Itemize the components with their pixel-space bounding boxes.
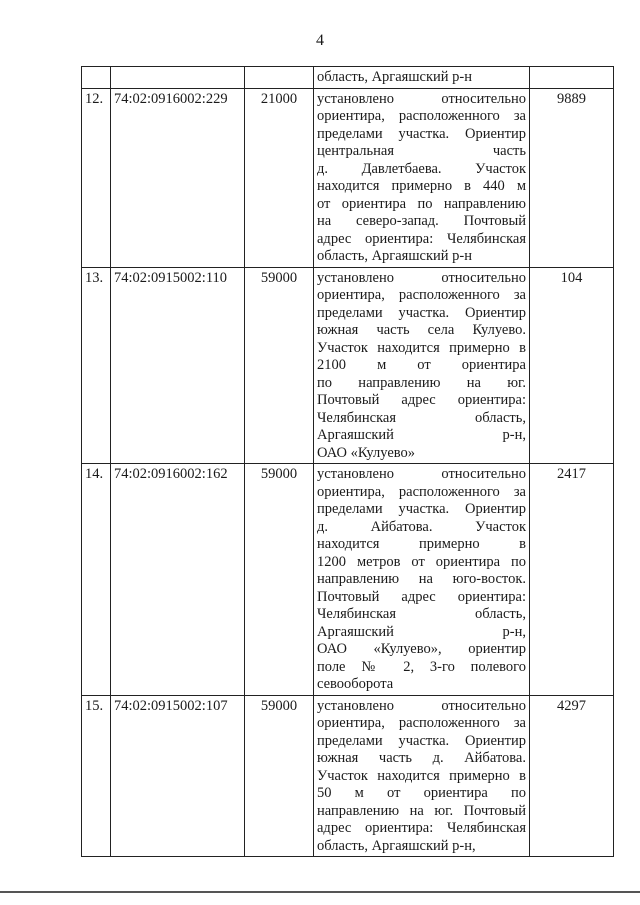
location-line: установлено относительно — [317, 90, 526, 107]
area-cell: 59000 — [245, 464, 314, 696]
location-line: находится примерно в — [317, 536, 526, 552]
location-line: установлено относительно — [317, 466, 526, 482]
location-line: находится примерно в 440 м — [317, 178, 526, 194]
location-description-cell — [314, 88, 530, 267]
row-number-cell: 12. — [82, 88, 111, 267]
location-line: южная часть д. Айбатова. — [317, 750, 526, 766]
row-number-cell: 15. — [82, 695, 111, 857]
distance-cell: 2417 — [530, 464, 614, 696]
location-line: на северо-запад. Почтовый — [317, 213, 526, 229]
location-line: 50 м от ориентира по — [317, 785, 526, 801]
table-row — [82, 464, 614, 696]
table-body — [82, 67, 614, 857]
location-description-cell — [314, 67, 530, 89]
area-cell: 21000 — [245, 88, 314, 267]
location-line: д. Айбатова. Участок — [317, 518, 526, 535]
location-line: Участок находится примерно в — [317, 767, 526, 784]
location-line: Челябинская область, — [317, 409, 526, 426]
area-cell — [245, 67, 314, 89]
location-description-cell — [314, 267, 530, 464]
location-line: центральная часть — [317, 143, 526, 159]
table-row — [82, 267, 614, 464]
location-line: поле № 2, 3-го полевого — [317, 658, 526, 675]
location-line: 2100 м от ориентира — [317, 357, 526, 373]
location-line: по направлению на юг. — [317, 374, 526, 391]
distance-cell: 9889 — [530, 88, 614, 267]
table-row — [82, 695, 614, 857]
location-line: ориентира, расположенного за — [317, 483, 526, 500]
bottom-rule — [0, 891, 640, 893]
location-line: Почтовый адрес ориентира: — [317, 588, 526, 605]
cadastral-number-cell: 74:02:0915002:107 — [111, 695, 245, 857]
cadastral-number-cell: 74:02:0915002:110 — [111, 267, 245, 464]
location-line: 1200 метров от ориентира по — [317, 553, 526, 570]
cadastral-number-cell — [111, 67, 245, 89]
location-description-cell — [314, 464, 530, 696]
location-line: д. Давлетбаева. Участок — [317, 160, 526, 177]
cadastral-number-cell: 74:02:0916002:229 — [111, 88, 245, 267]
location-line: установлено относительно — [317, 697, 526, 714]
land-plots-table — [81, 66, 614, 857]
location-line: область, Аргаяшский р-н — [317, 248, 472, 264]
location-line: направлению на юг. Почтовый — [317, 802, 526, 819]
location-line: адрес ориентира: Челябинская — [317, 230, 526, 247]
location-line: севооборота — [317, 676, 394, 692]
table-row — [82, 88, 614, 267]
location-line: установлено относительно — [317, 269, 526, 286]
page-number: 4 — [316, 32, 324, 49]
location-line: пределами участка. Ориентир — [317, 304, 526, 321]
area-cell: 59000 — [245, 267, 314, 464]
distance-cell: 4297 — [530, 695, 614, 857]
location-line: пределами участка. Ориентир — [317, 732, 526, 749]
location-line: ориентира, расположенного за — [317, 715, 526, 731]
distance-cell: 104 — [530, 267, 614, 464]
location-line: пределами участка. Ориентир — [317, 125, 526, 142]
location-line: ОАО «Кулуево», ориентир — [317, 641, 526, 657]
location-line: Аргаяшский р-н, — [317, 623, 526, 640]
location-line: южная часть села Кулуево. — [317, 322, 526, 338]
location-line: область, Аргаяшский р-н — [317, 69, 472, 85]
location-line: ориентира, расположенного за — [317, 287, 526, 303]
cadastral-number-cell: 74:02:0916002:162 — [111, 464, 245, 696]
location-line: от ориентира по направлению — [317, 195, 526, 212]
location-line: Участок находится примерно в — [317, 339, 526, 356]
table-row — [82, 67, 614, 89]
location-line: адрес ориентира: Челябинская — [317, 820, 526, 836]
location-line: ОАО «Кулуево» — [317, 444, 416, 461]
row-number-cell: 14. — [82, 464, 111, 696]
row-number-cell: 13. — [82, 267, 111, 464]
location-line: Аргаяшский р-н, — [317, 427, 526, 443]
location-line: пределами участка. Ориентир — [317, 501, 526, 517]
row-number-cell — [82, 67, 111, 89]
location-line: Челябинская область, — [317, 606, 526, 622]
location-line: область, Аргаяшский р-н, — [317, 837, 476, 854]
location-line: ориентира, расположенного за — [317, 108, 526, 124]
location-description-cell — [314, 695, 530, 857]
distance-cell — [530, 67, 614, 89]
location-line: направлению на юго-восток. — [317, 571, 526, 587]
location-line: Почтовый адрес ориентира: — [317, 392, 526, 408]
area-cell: 59000 — [245, 695, 314, 857]
